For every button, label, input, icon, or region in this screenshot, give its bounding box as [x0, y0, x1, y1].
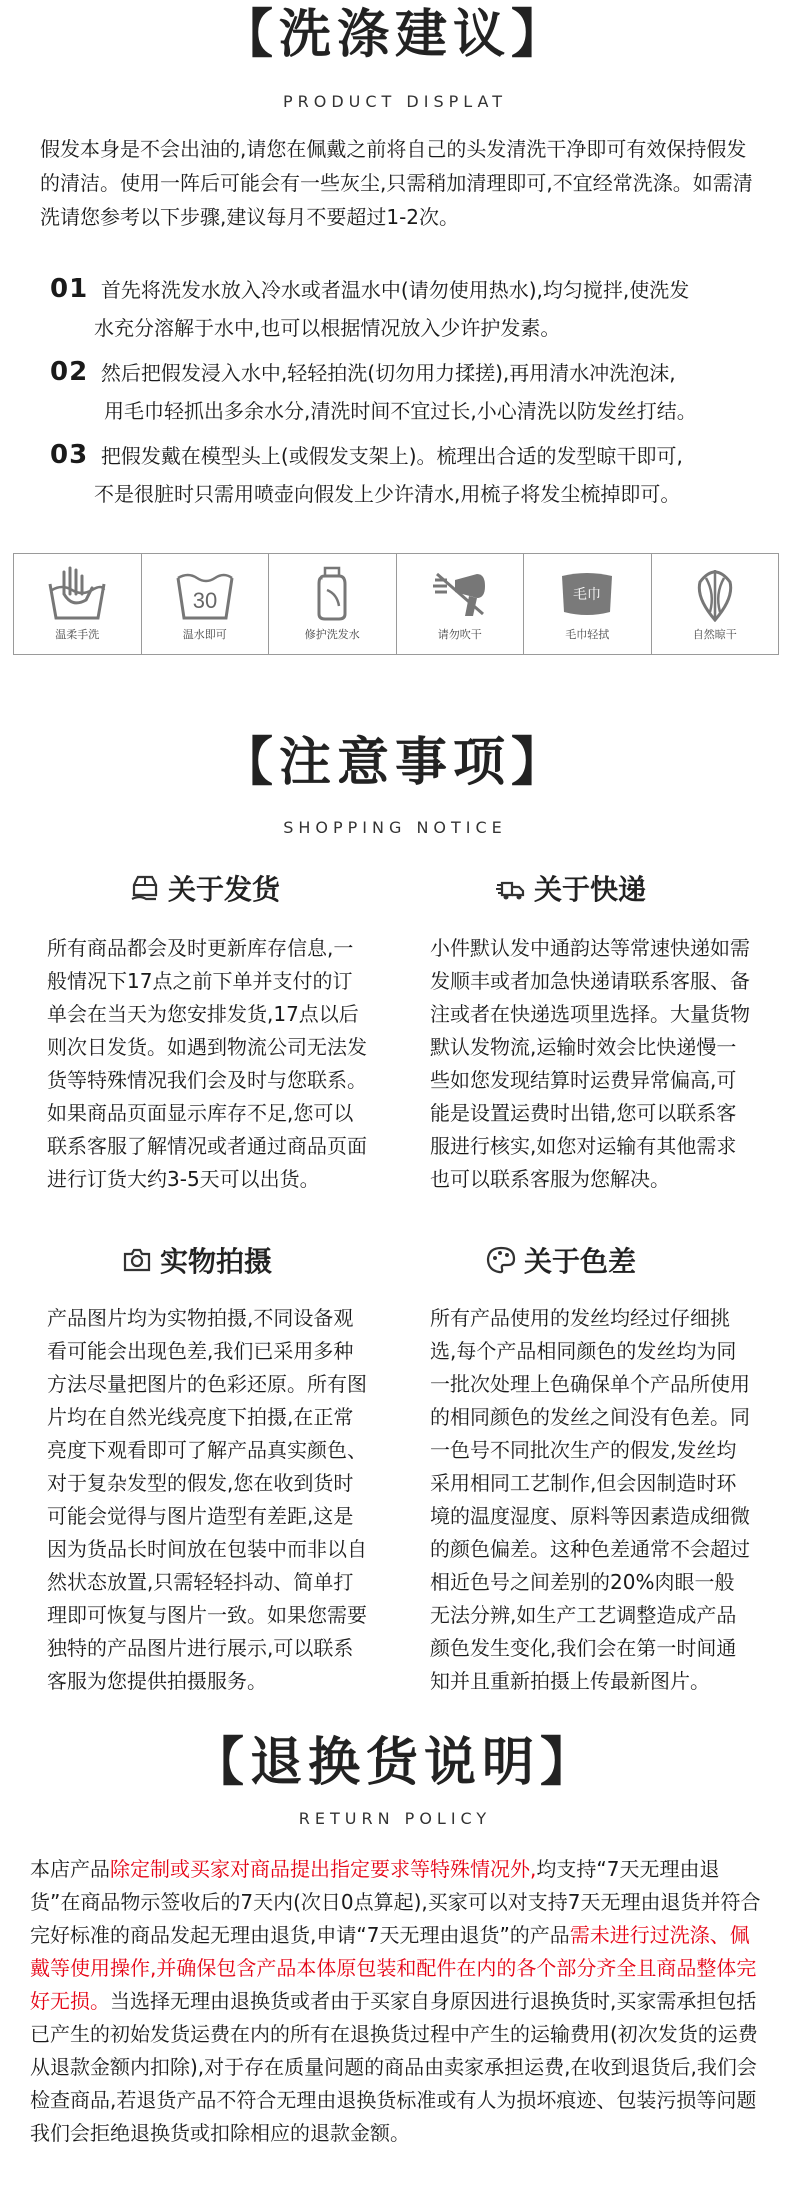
- photo-text: 产品图片均为实物拍摄,不同设备观看可能会出现色差,我们已采用多种方法尽量把图片的色彩还原。所有图片均在自然光线亮度下拍摄,在正常亮度下观看即可了解产品真实颜色、对于复杂发型的假发,您在收到货时可能会觉得与图片造型有差距,这是因为货品长时间放在包装中而非以自然状态放置,只需轻轻抖动、简单打理即可恢复与图片一致。如果您需要独特的产品图片进行展示,可以联系客服为您提供拍摄服务。: [47, 1306, 367, 1693]
- color-text: 所有产品使用的发丝均经过仔细挑选,每个产品相同颜色的发丝均为同一批次处理上色确保单个产品所使用的相同颜色的发丝之间没有色差。同一色号不同批次生产的假发,发丝均采用相同工艺制作,但会因制造时环境的温度湿度、原料等因素造成细微的颜色偏差。这种色差通常不会超过相近色号之间差别的20%肉眼一般无法分辨,如生产工艺调整造成产品颜色发生变化,我们会在第一时间通知并且重新拍摄上传最新图片。: [430, 1306, 750, 1693]
- towel-text: 毛巾: [573, 587, 602, 603]
- wash-subtitle: PRODUCT DISPLAT: [282, 92, 508, 111]
- hand-wash-icon: [42, 564, 112, 622]
- policy-part-2: 均支持“7天无理由退货”在商品物示签收后的7天内(次日0点算起),买家可以对支持7天无理由退货并符合完好标准的商品发起无理由退货,申请“7天无理由退货”的产品: [30, 1857, 761, 1947]
- camera-icon: [122, 1245, 152, 1275]
- delivery-truck-icon: [496, 873, 526, 903]
- notice-subtitle: SHOPPING NOTICE: [283, 818, 507, 837]
- wash-step-1: [50, 270, 770, 347]
- policy-highlight-2: 需未进行过洗涤、佩戴等使用操作,并确保包含产品本体原包装和配件在内的各个部分齐全且商品整体完好无损。: [30, 1923, 757, 2013]
- care-label: 毛巾轻拭: [565, 628, 610, 641]
- notice-title: 【注意事项】: [220, 733, 569, 793]
- conditioner-bottle-icon: [297, 564, 367, 622]
- photo-heading-text: 实物拍摄: [160, 1245, 273, 1278]
- step-number: 02: [50, 357, 89, 387]
- care-item-warm-water: [142, 554, 270, 654]
- shipping-heading: [130, 868, 280, 908]
- wash-title: 【洗涤建议】: [220, 5, 569, 65]
- color-heading-text: 关于色差: [524, 1245, 637, 1278]
- water-30-icon: [170, 564, 240, 622]
- wash-step-3: [50, 436, 770, 513]
- policy-part-1: 本店产品: [30, 1857, 110, 1881]
- step-text-line1: 把假发戴在模型头上(或假发支架上)。梳理出合适的发型晾干即可,: [100, 444, 683, 468]
- step-text-line1: 然后把假发浸入水中,轻轻拍洗(切勿用力揉搓),再用清水冲洗泡沫,: [100, 361, 676, 385]
- care-icons-row: [13, 553, 779, 655]
- wash-intro: 假发本身是不会出油的,请您在佩戴之前将自己的头发清洗干净即可有效保持假发的清洁。使用一阵后可能会有一些灰尘,只需稍加清理即可,不宜经常洗涤。如需清洗请您参考以下步骤,建议每月不要超过1-2次。: [40, 137, 753, 229]
- care-label: 修护洗发水: [304, 628, 360, 641]
- step-text-line2: 不是很脏时只需用喷壶向假发上少许清水,用梳子将发尘梳掉即可。: [94, 482, 681, 506]
- returns-subtitle: RETURN POLICY: [298, 1809, 492, 1828]
- express-heading: [496, 868, 646, 908]
- express-text: 小件默认发中通韵达等常速快递如需发顺丰或者加急快递请联系客服、备注或者在快递选项里选择。大量货物默认发物流,运输时效会比快递慢一些如您发现结算时运费异常偏高,可能是设置运费时出错,您可以联系客服进行核实,如您对运输有其他需求也可以联系客服为您解决。: [430, 936, 750, 1191]
- no-hair-dryer-icon: [425, 564, 495, 622]
- policy-highlight-1: 除定制或买家对商品提出指定要求等特殊情况外,: [110, 1857, 537, 1881]
- step-number: 01: [50, 274, 89, 304]
- color-heading: [486, 1240, 636, 1280]
- shipping-heading-text: 关于发货: [168, 873, 281, 906]
- shipping-text: 所有商品都会及时更新库存信息,一般情况下17点之前下单并支付的订单会在当天为您安排发货,17点以后则次日发货。如遇到物流公司无法发货等特殊情况我们会及时与您联系。如果商品页面显示库存不足,您可以联系客服了解情况或者通过商品页面进行订货大约3-5天可以出货。: [47, 936, 367, 1191]
- policy-part-3: 当选择无理由退换货或者由于买家自身原因进行退换货时,买家需承担包括已产生的初始发货运费在内的所有在退换货过程中产生的运输费用(初次发货的运费从退款金额内扣除),对于存在质量问题的商品由卖家承担运费,在收到退货后,我们会检查商品,若退货产品不符合无理由退换货标准或有人为损坏痕迹、包装污损等问题我们会拒绝退换货或扣除相应的退款金额。: [30, 1989, 758, 2145]
- care-label: 温水即可: [182, 628, 227, 641]
- care-item-air-dry: [652, 554, 779, 654]
- photo-heading: [122, 1240, 272, 1280]
- care-label: 自然晾干: [692, 628, 737, 641]
- air-dry-icon: [680, 564, 750, 622]
- care-label: 请勿吹干: [437, 628, 482, 641]
- palette-icon: [486, 1245, 516, 1275]
- towel-icon: [552, 564, 622, 622]
- water-temp-text: 30: [192, 588, 217, 613]
- step-text-line2: 水充分溶解于水中,也可以根据情况放入少许护发素。: [94, 316, 561, 340]
- returns-policy-text: [30, 1853, 762, 2150]
- step-number: 03: [50, 440, 89, 470]
- care-label: 温柔手洗: [55, 628, 100, 641]
- wash-step-2: [50, 353, 770, 430]
- express-heading-text: 关于快递: [534, 873, 647, 906]
- care-item-towel: [524, 554, 652, 654]
- package-hand-icon: [130, 873, 160, 903]
- care-item-hand-wash: [14, 554, 142, 654]
- step-text-line1: 首先将洗发水放入冷水或者温水中(请勿使用热水),均匀搅拌,使洗发: [100, 278, 690, 302]
- wash-steps: [50, 270, 770, 513]
- care-item-conditioner: [269, 554, 397, 654]
- returns-title: 【退换货说明】: [191, 1733, 598, 1793]
- care-item-no-dryer: [397, 554, 525, 654]
- step-text-line2: 用毛巾轻抓出多余水分,清洗时间不宜过长,小心清洗以防发丝打结。: [104, 399, 697, 423]
